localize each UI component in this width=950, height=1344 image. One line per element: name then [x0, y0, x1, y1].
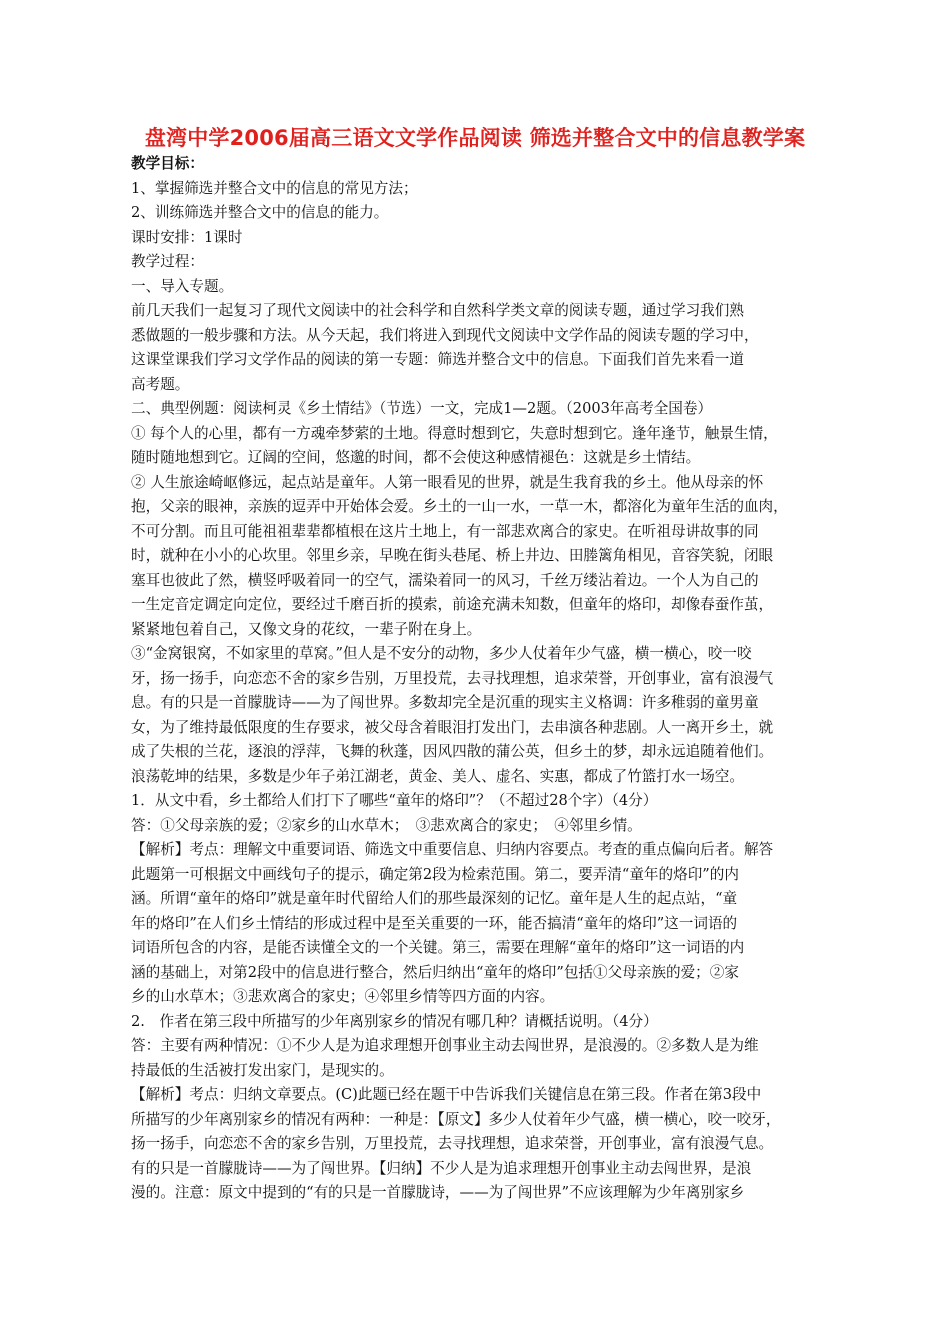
- text-line: 时，就种在小小的心坎里。邻里乡亲，早晚在街头巷尾、桥上井边、田塍篱角相见，音容笑貌，闭眼: [131, 547, 774, 564]
- text-line: 塞耳也彼此了然，横竖呼吸着同一的空气，濡染着同一的风习，千丝万缕沾着边。一个人为自己的: [131, 571, 759, 589]
- text-line: 高考题。: [131, 375, 190, 393]
- text-line: 一、导入专题。: [131, 277, 234, 295]
- text-line: 有的只是一首朦胧诗——为了闯世界。【归纳】不少人是为追求理想开创事业主动去闯世界，是浪: [131, 1159, 752, 1177]
- text-line: 抱，父亲的眼神，亲族的逗弄中开始体会爱。乡土的一山一水，一草一木，都溶化为童年生活的血肉，: [131, 498, 788, 515]
- text-line: ③“金窝银窝，不如家里的草窝。”但人是不安分的动物，多少人仗着年少气盛，横一横心，咬一咬: [131, 645, 752, 662]
- text-line: 答：①父母亲族的爱；②家乡的山水草木； ③悲欢离合的家史； ④邻里乡情。: [131, 816, 642, 834]
- text-line: 乡的山水草木；③悲欢离合的家史；④邻里乡情等四方面的内容。: [131, 988, 555, 1005]
- text-line: 前几天我们一起复习了现代文阅读中的社会科学和自然科学类文章的阅读专题，通过学习我们熟: [131, 302, 744, 319]
- text-line: 悉做题的一般步骤和方法。从今天起，我们将进入到现代文阅读中文学作品的阅读专题的学习中，: [131, 326, 759, 344]
- text-line: 女，为了维持最低限度的生存要求，被父母含着眼泪打发出门，去串演各种悲剧。人一离开乡土，就: [131, 718, 774, 736]
- text-line: 一生定音定调定向定位，要经过千磨百折的摸索，前途充满未知数，但童年的烙印，却像春蚕作茧，: [131, 596, 774, 613]
- text-line: 漫的。注意：原文中提到的“有的只是一首朦胧诗，——为了闯世界”不应该理解为少年离别家乡: [131, 1184, 745, 1201]
- text-line: 年的烙印”在人们乡土情结的形成过程中是至关重要的一环，能否搞清“童年的烙印”这一词语的: [131, 914, 738, 932]
- document-title: 盘湾中学2006届高三语文文学作品阅读 筛选并整合文中的信息教学案: [144, 126, 806, 150]
- text-line: 词语所包含的内容，是能否读懂全文的一个关键。第三，需要在理解“童年的烙印”这一词语的内: [131, 939, 745, 956]
- text-line: 紧紧地包着自己，又像文身的花纹，一辈子附在身上。: [131, 620, 482, 638]
- text-line: 2、训练筛选并整合文中的信息的能力。: [131, 204, 389, 221]
- section-heading-objectives: 教学目标：: [131, 155, 204, 172]
- text-line: 二、典型例题：阅读柯灵《乡土情结》（节选）一文，完成1—2题。（2003年高考全国卷）: [131, 400, 713, 417]
- text-line: 扬一扬手，向恋恋不舍的家乡告别，万里投荒，去寻找理想，追求荣誉，开创事业，富有浪漫气息。: [131, 1135, 774, 1152]
- text-line: 随时随地想到它。辽阔的空间，悠邈的时间，都不会使这种感情褪色：这就是乡土情结。: [131, 449, 701, 466]
- text-line: ② 人生旅途崎岖修远，起点站是童年。人第一眼看见的世界，就是生我育我的乡土。他从母亲的怀: [131, 473, 764, 491]
- text-line: 1．从文中看，乡土都给人们打下了哪些“童年的烙印”？（不超过28个字）（4分）: [131, 792, 658, 809]
- text-line: 浪荡乾坤的结果，多数是少年子弟江湖老，黄金、美人、虚名、实惠，都成了竹篮打水一场空。: [131, 767, 744, 785]
- text-line: 1、掌握筛选并整合文中的信息的常见方法；: [131, 179, 418, 197]
- text-line: 涵的基础上，对第2段中的信息进行整合，然后归纳出“童年的烙印”包括①父母亲族的爱；②家: [131, 963, 739, 981]
- text-line: 教学过程：: [131, 253, 204, 270]
- text-line: 不可分割。而且可能祖祖辈辈都植根在这片土地上，有一部悲欢离合的家史。在听祖母讲故事的同: [131, 522, 759, 540]
- text-line: 息。有的只是一首朦胧诗——为了闯世界。多数却完全是沉重的现实主义格调：许多稚弱的童男童: [131, 694, 759, 711]
- text-line: 持最低的生活被打发出家门，是现实的。: [131, 1061, 394, 1079]
- text-line: 所描写的少年离别家乡的情况有两种：一种是：【原文】多少人仗着年少气盛，横一横心，咬一咬牙，: [131, 1110, 781, 1128]
- text-line: 【解析】考点：归纳文章要点。(C)此题已经在题干中告诉我们关键信息在第三段。作者在第3段中: [131, 1086, 762, 1103]
- text-line: 涵。所谓“童年的烙印”就是童年时代留给人们的那些最深刻的记忆。童年是人生的起点站，“童: [131, 890, 738, 907]
- text-line: 成了失根的兰花，逐浪的浮萍，飞舞的秋蓬，因风四散的蒲公英，但乡土的梦，却永远追随着他们。: [131, 743, 774, 760]
- text-line: ① 每个人的心里，都有一方魂牵梦萦的土地。得意时想到它，失意时想到它。逢年逢节，触景生情，: [131, 424, 778, 442]
- text-line: 课时安排：1课时: [131, 228, 243, 246]
- text-line: 牙，扬一扬手，向恋恋不舍的家乡告别，万里投荒，去寻找理想，追求荣誉，开创事业，富有浪漫气: [131, 669, 774, 687]
- text-line: 【解析】考点：理解文中重要词语、筛选文中重要信息、归纳内容要点。考查的重点偏向后者。解答: [131, 841, 774, 858]
- text-line: 答：主要有两种情况：①不少人是为追求理想开创事业主动去闯世界，是浪漫的。②多数人是为维: [131, 1037, 759, 1054]
- document-body: [131, 152, 831, 1206]
- text-line: 2. 作者在第三段中所描写的少年离别家乡的情况有哪几种？请概括说明。（4分）: [131, 1012, 658, 1030]
- text-line: 这课堂课我们学习文学作品的阅读的第一专题：筛选并整合文中的信息。下面我们首先来看一道: [131, 351, 744, 368]
- text-line: 此题第一可根据文中画线句子的提示，确定第2段为检索范围。第二，要弄清“童年的烙印”的内: [131, 865, 739, 883]
